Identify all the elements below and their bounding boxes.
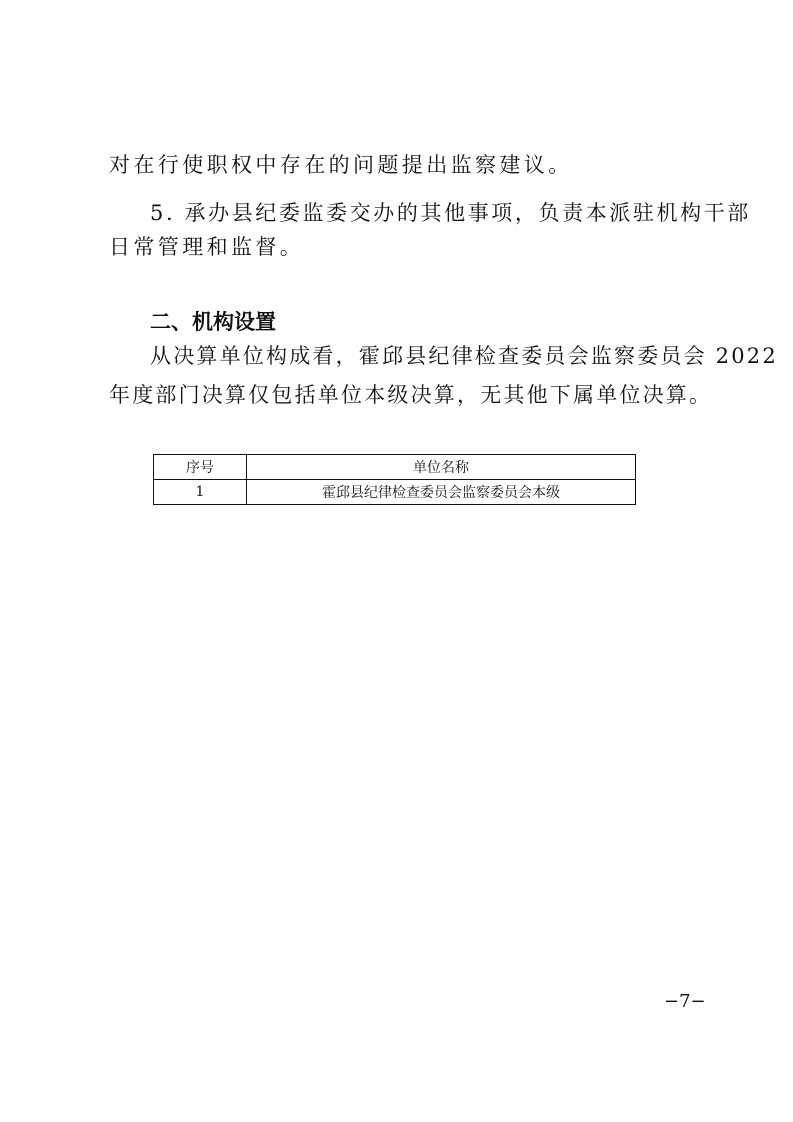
table-row xyxy=(154,480,636,505)
section-heading: 二、机构设置 xyxy=(150,310,276,334)
page-number: −7− xyxy=(664,991,706,1012)
body-line-3: 日常管理和监督。 xyxy=(109,235,305,259)
section-line-1: 从决算单位构成看，霍邱县纪律检查委员会监察委员会 2022 xyxy=(150,344,778,368)
body-line-2: 5. 承办县纪委监委交办的其他事项，负责本派驻机构干部 xyxy=(150,201,751,225)
body-line-1: 对在行使职权中存在的问题提出监察建议。 xyxy=(109,153,573,177)
column-header-unit-name: 单位名称 xyxy=(247,455,636,480)
column-header-seq: 序号 xyxy=(154,455,247,480)
section-line-2: 年度部门决算仅包括单位本级决算，无其他下属单位决算。 xyxy=(109,383,713,407)
unit-table xyxy=(153,454,636,505)
table-cell-unit-name: 霍邱县纪律检查委员会监察委员会本级 xyxy=(247,480,636,505)
table-header-row xyxy=(154,455,636,480)
table-cell-seq: 1 xyxy=(154,480,247,505)
